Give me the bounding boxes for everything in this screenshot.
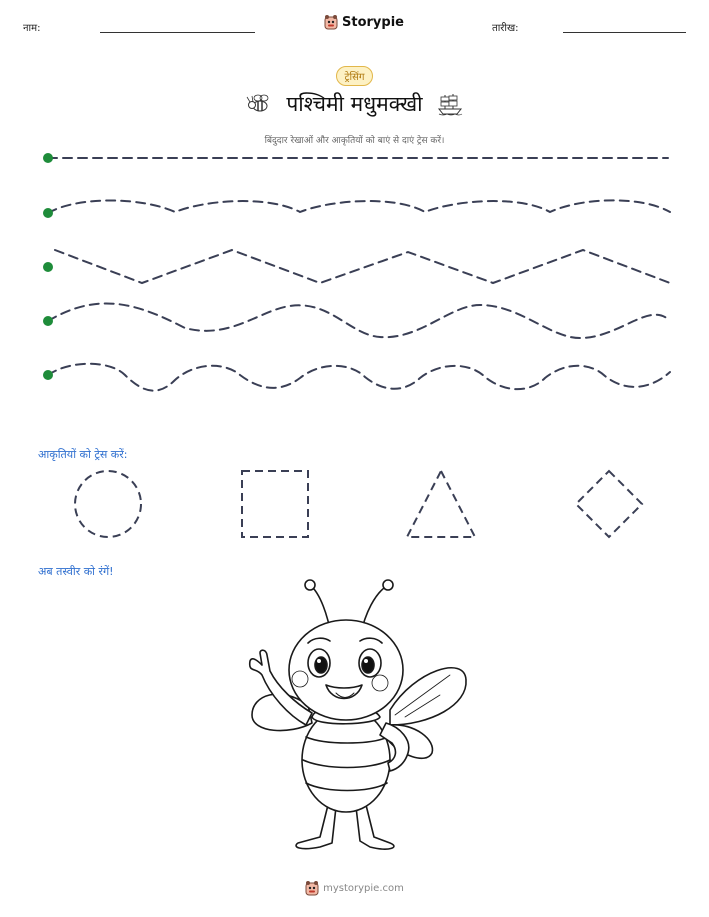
ship-icon: [437, 92, 463, 116]
trace-lines-area: [0, 140, 709, 400]
worksheet-title: पश्चिमी मधुमक्खी: [286, 92, 423, 116]
date-line[interactable]: [563, 32, 686, 33]
start-dot: [43, 153, 53, 163]
worksheet-instructions: बिंदुदार रेखाओं और आकृतियों को बाएं से दाएं ट्रेस करें।: [264, 136, 445, 146]
brand-logo: [324, 14, 404, 30]
trace-line-wave-2[interactable]: [48, 303, 670, 338]
trace-line-wave-3[interactable]: [48, 364, 670, 391]
start-dot: [43, 208, 53, 218]
tracing-badge: ट्रेसिंग: [336, 66, 372, 86]
start-dot: [43, 262, 53, 272]
trace-shape-square[interactable]: [242, 471, 308, 537]
storypie-mascot-icon: [305, 880, 319, 896]
footer-url[interactable]: mystorypie.com: [323, 882, 404, 894]
start-dot: [43, 316, 53, 326]
coloring-section-label: अब तस्वीर को रंगें!: [38, 565, 114, 578]
trace-shapes-area: [0, 465, 709, 545]
name-line[interactable]: [100, 32, 255, 33]
trace-line-wave-1[interactable]: [48, 200, 670, 213]
bee-icon: [246, 93, 272, 115]
storypie-mascot-icon: [324, 14, 338, 30]
footer: [305, 880, 404, 896]
trace-shape-circle[interactable]: [75, 471, 141, 537]
name-label: नाम:: [23, 23, 41, 34]
bee-coloring-illustration[interactable]: [240, 575, 472, 855]
brand-name: Storypie: [342, 14, 404, 30]
date-label: तारीख:: [492, 23, 519, 34]
trace-shape-diamond[interactable]: [576, 471, 642, 537]
start-dot: [43, 370, 53, 380]
trace-shape-triangle[interactable]: [407, 471, 475, 537]
shapes-section-label: आकृतियों को ट्रेस करें:: [38, 448, 128, 461]
trace-line-zigzag[interactable]: [55, 250, 670, 283]
